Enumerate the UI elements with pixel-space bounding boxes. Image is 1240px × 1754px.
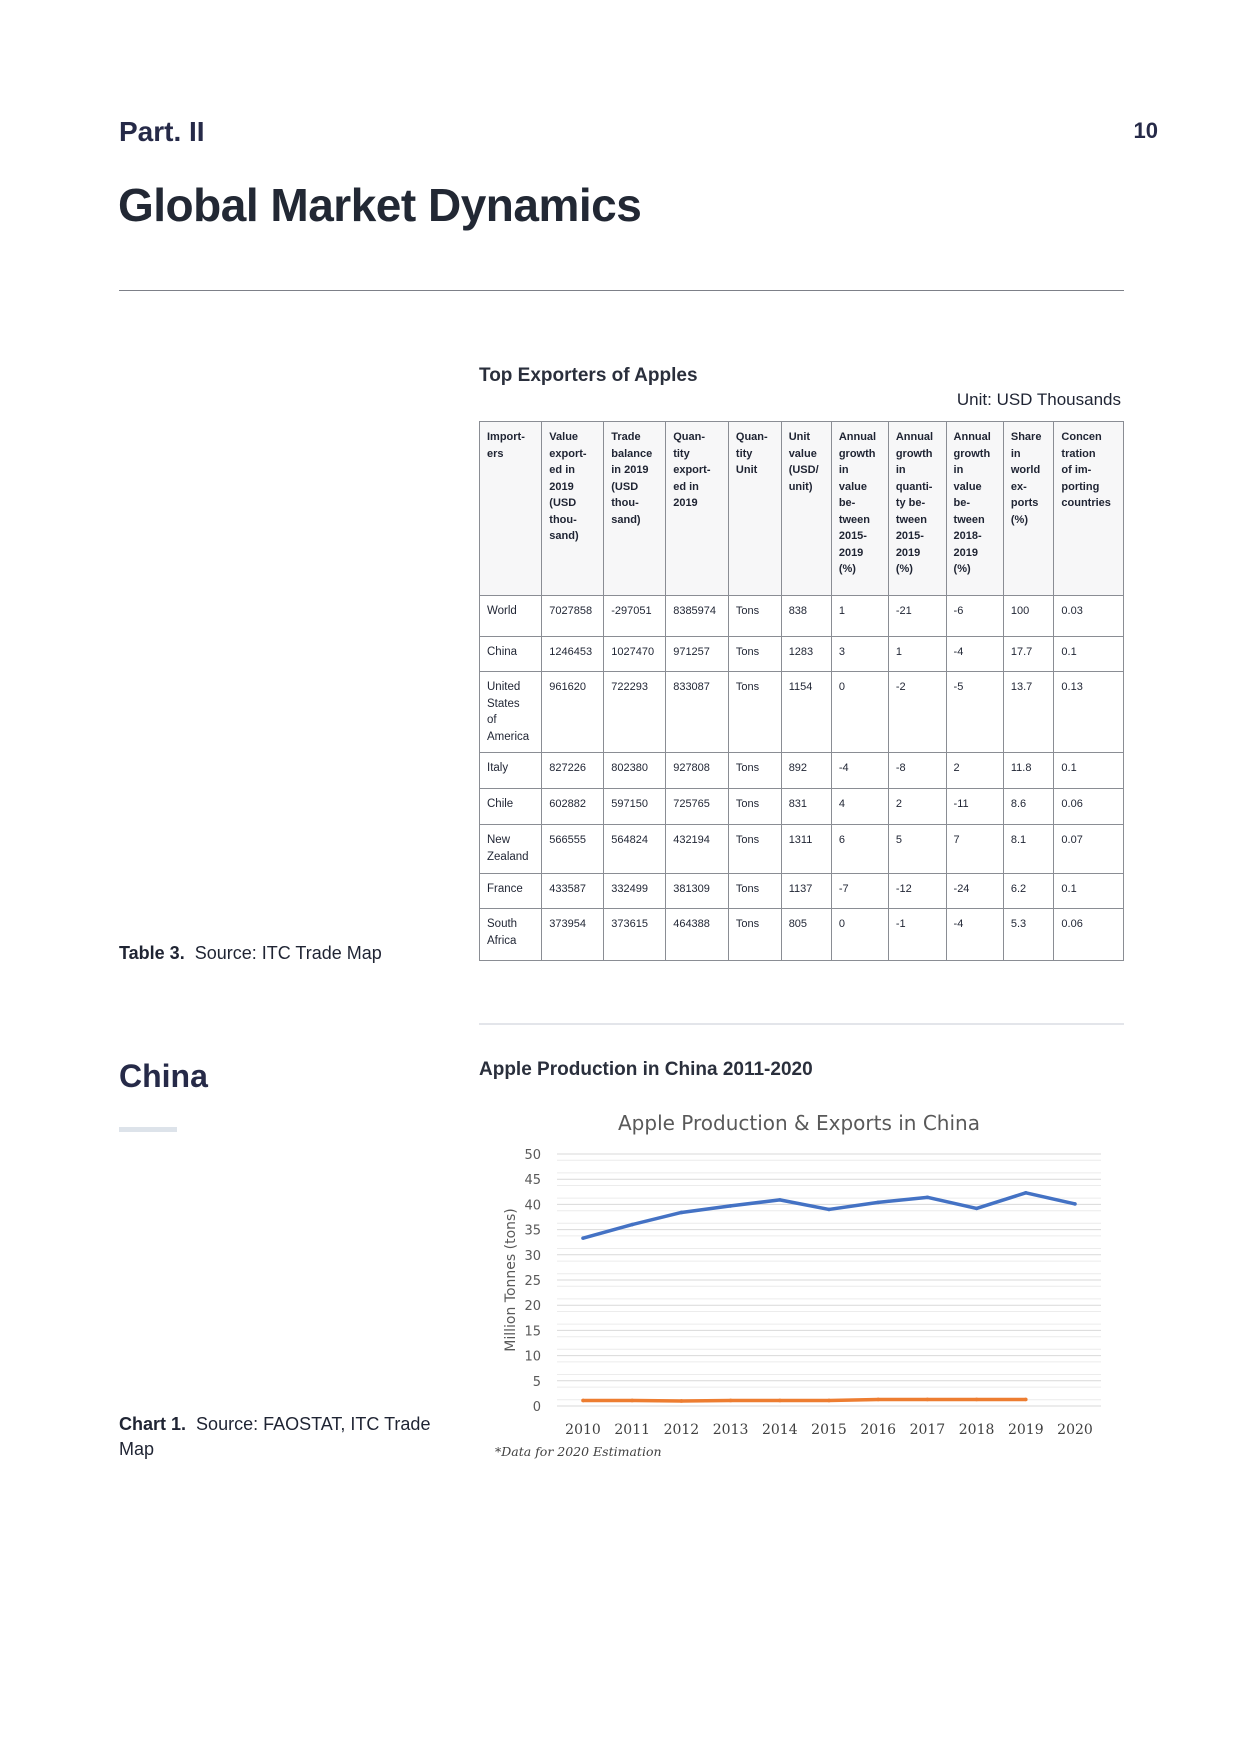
table-cell: 725765: [666, 789, 729, 825]
table-cell: 602882: [542, 789, 604, 825]
x-tick-label: 2015: [811, 1422, 847, 1438]
row-country: United States of America: [480, 672, 542, 753]
table-cell: 1311: [781, 825, 831, 874]
data-point: [581, 1236, 585, 1240]
data-point: [630, 1223, 634, 1227]
table-cell: 381309: [666, 874, 729, 909]
column-header: Trade balance in 2019 (USD thou- sand): [604, 422, 666, 596]
chart-heading: Apple Production in China 2011-2020: [479, 1059, 813, 1080]
table-cell: 373954: [542, 909, 604, 961]
column-header: Value export- ed in 2019 (USD thou- sand): [542, 422, 604, 596]
table-cell: -4: [831, 753, 888, 789]
table-cell: 6.2: [1003, 874, 1054, 909]
data-point: [876, 1398, 880, 1402]
table-cell: 13.7: [1003, 672, 1054, 753]
table-cell: 0.03: [1054, 596, 1124, 637]
data-point: [876, 1201, 880, 1205]
table-cell: 2: [888, 789, 946, 825]
y-tick-label: 50: [524, 1148, 541, 1163]
table-unit: Unit: USD Thousands: [956, 390, 1121, 409]
table-cell: -1: [888, 909, 946, 961]
table-cell: 464388: [666, 909, 729, 961]
table-caption-text: Source: ITC Trade Map: [194, 943, 382, 963]
column-header: Quan- tity Unit: [728, 422, 781, 596]
table-row: [480, 596, 1124, 637]
table-row: [480, 637, 1124, 672]
data-point: [581, 1399, 585, 1403]
table-cell: Tons: [728, 672, 781, 753]
table-cell: 564824: [604, 825, 666, 874]
row-country: China: [480, 637, 542, 672]
data-point: [926, 1196, 930, 1200]
x-tick-label: 2010: [565, 1422, 601, 1438]
table-cell: 6: [831, 825, 888, 874]
column-header: Annual growth in quanti- ty be- tween 2015- 2019 (%): [888, 422, 946, 596]
table-cell: 0: [831, 672, 888, 753]
table-cell: 8.1: [1003, 825, 1054, 874]
table-caption-label: Table 3.: [119, 943, 185, 963]
table-cell: 597150: [604, 789, 666, 825]
table-cell: 0: [831, 909, 888, 961]
table-cell: Tons: [728, 789, 781, 825]
table-cell: -8: [888, 753, 946, 789]
table-row: [480, 753, 1124, 789]
table-cell: Tons: [728, 596, 781, 637]
x-tick-label: 2012: [663, 1422, 700, 1438]
table-cell: Tons: [728, 874, 781, 909]
data-point: [778, 1399, 782, 1403]
data-point: [630, 1399, 634, 1403]
x-tick-label: 2013: [712, 1422, 749, 1438]
data-point: [729, 1399, 733, 1403]
table-cell: 0.1: [1054, 753, 1124, 789]
data-point: [1024, 1398, 1028, 1402]
part-label: Part. II: [119, 116, 205, 147]
data-point: [926, 1398, 930, 1402]
data-point: [975, 1207, 979, 1211]
data-point: [729, 1204, 733, 1208]
table-row: [480, 825, 1124, 874]
section-accent-bar: [119, 1127, 177, 1132]
table-cell: 1: [831, 596, 888, 637]
y-tick-label: 40: [524, 1198, 541, 1214]
table-cell: -4: [946, 909, 1003, 961]
table-cell: 11.8: [1003, 753, 1054, 789]
table-cell: 892: [781, 753, 831, 789]
table-cell: 7027858: [542, 596, 604, 637]
data-point: [975, 1398, 979, 1402]
chart-title: Apple Production & Exports in China: [618, 1111, 980, 1135]
page-title: Global Market Dynamics: [118, 179, 642, 231]
table-cell: 805: [781, 909, 831, 961]
table-cell: 432194: [666, 825, 729, 874]
exporters-table: [479, 421, 1124, 961]
column-header: Annual growth in value be- tween 2015- 2019 (%): [831, 422, 888, 596]
table-cell: -297051: [604, 596, 666, 637]
data-point: [827, 1208, 831, 1212]
row-country: South Africa: [480, 909, 542, 961]
table-cell: 17.7: [1003, 637, 1054, 672]
table-cell: 433587: [542, 874, 604, 909]
table-cell: 927808: [666, 753, 729, 789]
table-cell: -2: [888, 672, 946, 753]
table-cell: 8.6: [1003, 789, 1054, 825]
row-country: Italy: [480, 753, 542, 789]
table-cell: 2: [946, 753, 1003, 789]
y-tick-label: 5: [532, 1374, 541, 1390]
table-title: Top Exporters of Apples: [479, 365, 698, 386]
column-header: Annual growth in value be- tween 2018- 2019 (%): [946, 422, 1003, 596]
chart-caption-label: Chart 1.: [119, 1414, 187, 1434]
table-cell: 5: [888, 825, 946, 874]
table-cell: 5.3: [1003, 909, 1054, 961]
column-header: Unit value (USD/ unit): [781, 422, 831, 596]
table-cell: 1283: [781, 637, 831, 672]
x-tick-label: 2014: [761, 1422, 798, 1438]
row-country: France: [480, 874, 542, 909]
y-axis-label: Million Tonnes (tons): [503, 1208, 519, 1352]
x-tick-label: 2020: [1057, 1422, 1093, 1438]
x-tick-label: 2018: [958, 1422, 995, 1438]
table-cell: Tons: [728, 825, 781, 874]
table-cell: 1: [888, 637, 946, 672]
y-tick-label: 25: [524, 1274, 541, 1289]
table-cell: Tons: [728, 753, 781, 789]
table-row: [480, 874, 1124, 909]
table-cell: 566555: [542, 825, 604, 874]
data-point: [1024, 1191, 1028, 1195]
table-cell: -4: [946, 637, 1003, 672]
table-cell: 8385974: [666, 596, 729, 637]
row-country: New Zealand: [480, 825, 542, 874]
y-tick-label: 0: [532, 1400, 541, 1415]
table-cell: 100: [1003, 596, 1054, 637]
table-cell: -12: [888, 874, 946, 909]
chart-note: *Data for 2020 Estimation: [495, 1444, 662, 1459]
x-tick-label: 2017: [909, 1422, 946, 1438]
chart-caption: [119, 1412, 459, 1462]
table-header-row: [480, 422, 1124, 596]
table-cell: 7: [946, 825, 1003, 874]
chart-caption-text: Source: FAOSTAT, ITC Trade Map: [119, 1414, 431, 1459]
table-row: [480, 789, 1124, 825]
data-point: [1073, 1202, 1077, 1206]
table-row: [480, 909, 1124, 961]
title-divider: [119, 290, 1124, 291]
series-line-production: [583, 1193, 1075, 1238]
table-cell: 332499: [604, 874, 666, 909]
y-tick-label: 10: [524, 1349, 541, 1365]
table-cell: -5: [946, 672, 1003, 753]
table-cell: 1246453: [542, 637, 604, 672]
table-row: [480, 672, 1124, 753]
table-cell: -11: [946, 789, 1003, 825]
table-body: [480, 596, 1124, 961]
x-tick-label: 2016: [860, 1422, 897, 1438]
production-exports-chart: [479, 1100, 1119, 1480]
data-point: [680, 1211, 684, 1215]
table-cell: 1154: [781, 672, 831, 753]
table-cell: -7: [831, 874, 888, 909]
column-header: Quan- tity export- ed in 2019: [666, 422, 729, 596]
table-cell: -24: [946, 874, 1003, 909]
table-cell: 961620: [542, 672, 604, 753]
table-cell: 0.07: [1054, 825, 1124, 874]
table-cell: 971257: [666, 637, 729, 672]
table-cell: 722293: [604, 672, 666, 753]
y-tick-label: 45: [524, 1173, 541, 1189]
table-cell: 831: [781, 789, 831, 825]
x-tick-label: 2019: [1007, 1422, 1044, 1438]
table-cell: 838: [781, 596, 831, 637]
series-line-exports: [583, 1399, 1026, 1401]
section-divider: [479, 1023, 1124, 1025]
table-cell: Tons: [728, 637, 781, 672]
y-tick-label: 15: [524, 1324, 541, 1340]
data-point: [827, 1399, 831, 1403]
table-cell: 1027470: [604, 637, 666, 672]
table-cell: 0.06: [1054, 789, 1124, 825]
y-tick-label: 30: [524, 1248, 541, 1264]
section-heading-china: China: [119, 1058, 208, 1094]
table-cell: 1137: [781, 874, 831, 909]
data-point: [680, 1399, 684, 1403]
table-cell: 373615: [604, 909, 666, 961]
table-cell: 4: [831, 789, 888, 825]
table-cell: 0.1: [1054, 874, 1124, 909]
table-cell: Tons: [728, 909, 781, 961]
page-number: 10: [1133, 118, 1158, 143]
column-header: Concen tration of im- porting countries: [1054, 422, 1124, 596]
table-cell: 3: [831, 637, 888, 672]
table-cell: 827226: [542, 753, 604, 789]
data-point: [778, 1198, 782, 1202]
row-country: Chile: [480, 789, 542, 825]
table-cell: 0.13: [1054, 672, 1124, 753]
table-cell: 833087: [666, 672, 729, 753]
row-country: World: [480, 596, 542, 637]
table-cell: 0.1: [1054, 637, 1124, 672]
y-tick-label: 20: [524, 1299, 541, 1315]
column-header: Import- ers: [480, 422, 542, 596]
table-cell: -6: [946, 596, 1003, 637]
y-tick-label: 35: [524, 1223, 541, 1239]
x-tick-label: 2011: [614, 1422, 651, 1438]
table-caption: [119, 943, 382, 964]
table-cell: 0.06: [1054, 909, 1124, 961]
table-cell: -21: [888, 596, 946, 637]
table-cell: 802380: [604, 753, 666, 789]
column-header: Share in world ex- ports (%): [1003, 422, 1054, 596]
